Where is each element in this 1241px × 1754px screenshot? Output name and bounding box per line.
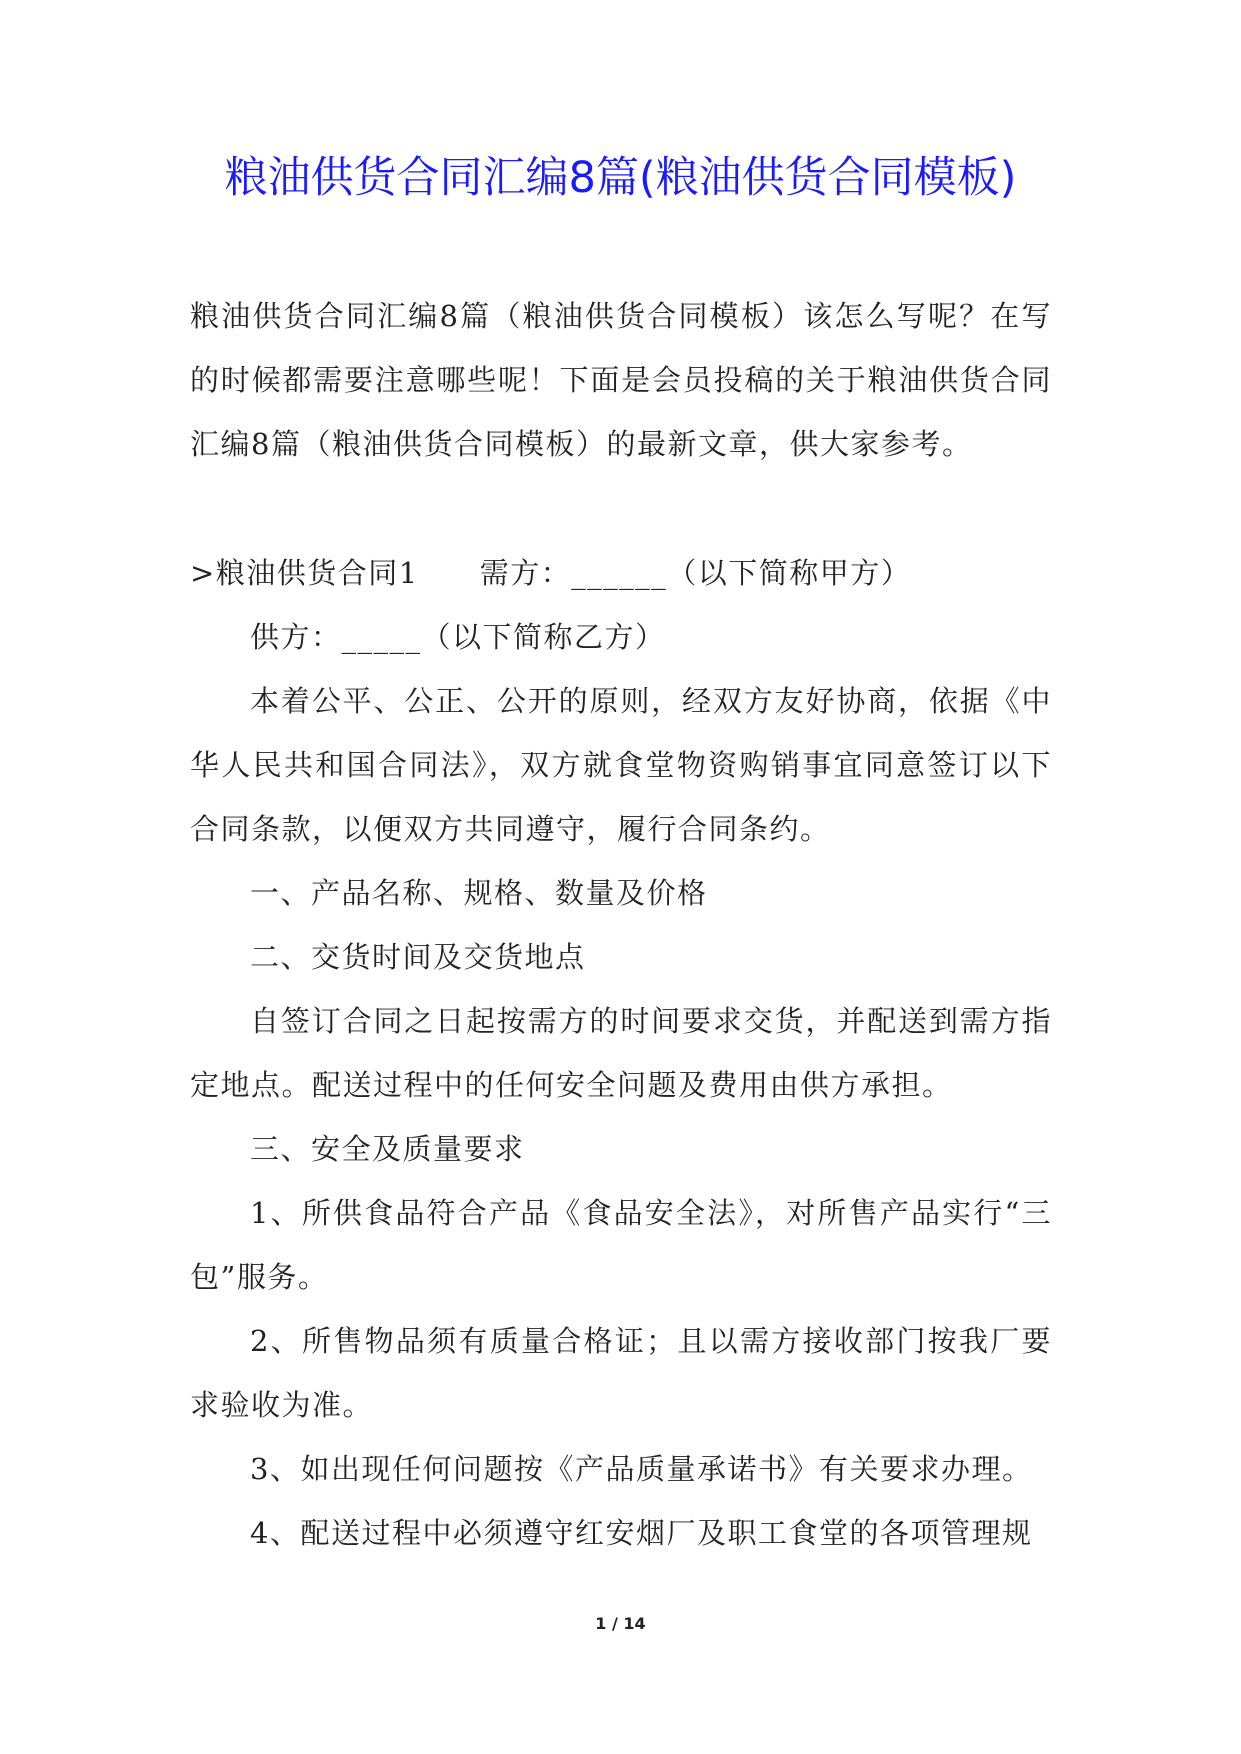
contract-heading: >粮油供货合同1 需方：______（以下简称甲方） — [190, 556, 912, 590]
body-paragraph: 三、安全及质量要求 — [250, 1132, 525, 1166]
body-paragraph: 本着公平、公正、公开的原则，经双方友好协商，依据《中华人民共和国合同法》，双方就食堂物资购销事宜同意签订以下合同条款，以便双方共同遵守，履行合同条约。 — [190, 684, 1052, 846]
contract-section — [190, 541, 1052, 1565]
body-paragraph: 供方：_____（以下简称乙方） — [250, 620, 666, 654]
body-paragraph: 4、配送过程中必须遵守红安烟厂及职工食堂的各项管理规 — [250, 1516, 1033, 1550]
body-paragraph: 2、所售物品须有质量合格证；且以需方接收部门按我厂要求验收为准。 — [190, 1324, 1052, 1422]
body-paragraph: 二、交货时间及交货地点 — [250, 940, 586, 974]
body-paragraph: 1、所供食品符合产品《食品安全法》，对所售产品实行“三包”服务。 — [190, 1196, 1052, 1294]
body-paragraph: 3、如出现任何问题按《产品质量承诺书》有关要求办理。 — [250, 1452, 1033, 1486]
document-title: 粮油供货合同汇编8篇(粮油供货合同模板) — [224, 153, 1017, 203]
body-paragraph: 一、产品名称、规格、数量及价格 — [250, 876, 708, 910]
body-paragraph: 自签订合同之日起按需方的时间要求交货，并配送到需方指定地点。配送过程中的任何安全问题及费用由供方承担。 — [190, 1004, 1052, 1102]
page-number: 1 / 14 — [595, 1614, 646, 1633]
intro-paragraph: 粮油供货合同汇编8篇（粮油供货合同模板）该怎么写呢？在写的时候都需要注意哪些呢！下面是会员投稿的关于粮油供货合同汇编8篇（粮油供货合同模板）的最新文章，供大家参考。 — [190, 299, 1052, 461]
